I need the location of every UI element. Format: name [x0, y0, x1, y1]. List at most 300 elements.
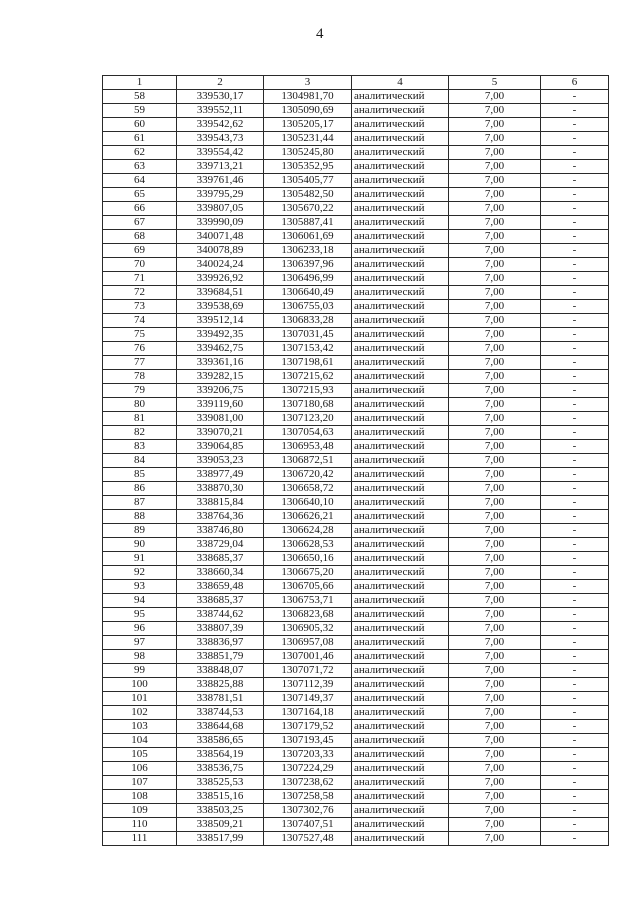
table-row	[103, 174, 609, 188]
column-header-accuracy: 5	[449, 76, 541, 90]
table-row	[103, 818, 609, 832]
point-number-cell: 67	[103, 216, 177, 230]
x-coordinate-cell: 340024,24	[177, 258, 264, 272]
accuracy-cell: 7,00	[449, 146, 541, 160]
reference-cell: -	[541, 636, 609, 650]
method-cell: аналитический	[352, 230, 449, 244]
method-cell: аналитический	[352, 482, 449, 496]
point-number-cell: 61	[103, 132, 177, 146]
y-coordinate-cell: 1305205,17	[264, 118, 352, 132]
reference-cell: -	[541, 188, 609, 202]
method-cell: аналитический	[352, 118, 449, 132]
accuracy-cell: 7,00	[449, 286, 541, 300]
y-coordinate-cell: 1306397,96	[264, 258, 352, 272]
method-cell: аналитический	[352, 286, 449, 300]
reference-cell: -	[541, 272, 609, 286]
reference-cell: -	[541, 692, 609, 706]
accuracy-cell: 7,00	[449, 118, 541, 132]
reference-cell: -	[541, 132, 609, 146]
accuracy-cell: 7,00	[449, 104, 541, 118]
reference-cell: -	[541, 202, 609, 216]
y-coordinate-cell: 1307180,68	[264, 398, 352, 412]
x-coordinate-cell: 338744,53	[177, 706, 264, 720]
point-number-cell: 95	[103, 608, 177, 622]
method-cell: аналитический	[352, 440, 449, 454]
y-coordinate-cell: 1307031,45	[264, 328, 352, 342]
reference-cell: -	[541, 496, 609, 510]
point-number-cell: 82	[103, 426, 177, 440]
reference-cell: -	[541, 524, 609, 538]
accuracy-cell: 7,00	[449, 566, 541, 580]
point-number-cell: 62	[103, 146, 177, 160]
table-row	[103, 468, 609, 482]
point-number-cell: 69	[103, 244, 177, 258]
method-cell: аналитический	[352, 300, 449, 314]
x-coordinate-cell: 339990,09	[177, 216, 264, 230]
table-row	[103, 272, 609, 286]
y-coordinate-cell: 1307302,76	[264, 804, 352, 818]
x-coordinate-cell: 338729,04	[177, 538, 264, 552]
y-coordinate-cell: 1306905,32	[264, 622, 352, 636]
accuracy-cell: 7,00	[449, 594, 541, 608]
table-row	[103, 104, 609, 118]
point-number-cell: 79	[103, 384, 177, 398]
reference-cell: -	[541, 314, 609, 328]
accuracy-cell: 7,00	[449, 720, 541, 734]
y-coordinate-cell: 1306496,99	[264, 272, 352, 286]
y-coordinate-cell: 1306823,68	[264, 608, 352, 622]
method-cell: аналитический	[352, 412, 449, 426]
reference-cell: -	[541, 160, 609, 174]
x-coordinate-cell: 338815,84	[177, 496, 264, 510]
table-row	[103, 622, 609, 636]
y-coordinate-cell: 1307149,37	[264, 692, 352, 706]
method-cell: аналитический	[352, 216, 449, 230]
reference-cell: -	[541, 300, 609, 314]
method-cell: аналитический	[352, 496, 449, 510]
reference-cell: -	[541, 650, 609, 664]
reference-cell: -	[541, 482, 609, 496]
method-cell: аналитический	[352, 580, 449, 594]
point-number-cell: 99	[103, 664, 177, 678]
accuracy-cell: 7,00	[449, 440, 541, 454]
x-coordinate-cell: 339795,29	[177, 188, 264, 202]
method-cell: аналитический	[352, 790, 449, 804]
reference-cell: -	[541, 706, 609, 720]
y-coordinate-cell: 1307179,52	[264, 720, 352, 734]
point-number-cell: 100	[103, 678, 177, 692]
table-row	[103, 566, 609, 580]
accuracy-cell: 7,00	[449, 412, 541, 426]
x-coordinate-cell: 338685,37	[177, 552, 264, 566]
accuracy-cell: 7,00	[449, 398, 541, 412]
x-coordinate-cell: 339554,42	[177, 146, 264, 160]
table-row	[103, 118, 609, 132]
y-coordinate-cell: 1307215,93	[264, 384, 352, 398]
accuracy-cell: 7,00	[449, 160, 541, 174]
accuracy-cell: 7,00	[449, 132, 541, 146]
x-coordinate-cell: 339530,17	[177, 90, 264, 104]
accuracy-cell: 7,00	[449, 608, 541, 622]
reference-cell: -	[541, 426, 609, 440]
table-row	[103, 328, 609, 342]
accuracy-cell: 7,00	[449, 216, 541, 230]
x-coordinate-cell: 338525,53	[177, 776, 264, 790]
reference-cell: -	[541, 664, 609, 678]
method-cell: аналитический	[352, 342, 449, 356]
table-row	[103, 384, 609, 398]
method-cell: аналитический	[352, 594, 449, 608]
y-coordinate-cell: 1306833,28	[264, 314, 352, 328]
table-row	[103, 398, 609, 412]
column-header-y: 3	[264, 76, 352, 90]
table-row	[103, 804, 609, 818]
table-row	[103, 482, 609, 496]
table-row	[103, 776, 609, 790]
accuracy-cell: 7,00	[449, 832, 541, 846]
x-coordinate-cell: 338536,75	[177, 762, 264, 776]
method-cell: аналитический	[352, 524, 449, 538]
y-coordinate-cell: 1307164,18	[264, 706, 352, 720]
point-number-cell: 76	[103, 342, 177, 356]
x-coordinate-cell: 339070,21	[177, 426, 264, 440]
y-coordinate-cell: 1306233,18	[264, 244, 352, 258]
y-coordinate-cell: 1307001,46	[264, 650, 352, 664]
table-row	[103, 454, 609, 468]
method-cell: аналитический	[352, 356, 449, 370]
method-cell: аналитический	[352, 328, 449, 342]
column-header-point-number: 1	[103, 76, 177, 90]
method-cell: аналитический	[352, 454, 449, 468]
method-cell: аналитический	[352, 692, 449, 706]
table-row	[103, 286, 609, 300]
x-coordinate-cell: 339538,69	[177, 300, 264, 314]
table-row	[103, 734, 609, 748]
x-coordinate-cell: 339512,14	[177, 314, 264, 328]
point-number-cell: 101	[103, 692, 177, 706]
reference-cell: -	[541, 818, 609, 832]
x-coordinate-cell: 338977,49	[177, 468, 264, 482]
accuracy-cell: 7,00	[449, 454, 541, 468]
x-coordinate-cell: 338517,99	[177, 832, 264, 846]
column-header-method: 4	[352, 76, 449, 90]
accuracy-cell: 7,00	[449, 230, 541, 244]
x-coordinate-cell: 338586,65	[177, 734, 264, 748]
x-coordinate-cell: 339492,35	[177, 328, 264, 342]
x-coordinate-cell: 339064,85	[177, 440, 264, 454]
method-cell: аналитический	[352, 664, 449, 678]
y-coordinate-cell: 1306640,10	[264, 496, 352, 510]
table-row	[103, 650, 609, 664]
point-number-cell: 77	[103, 356, 177, 370]
y-coordinate-cell: 1307198,61	[264, 356, 352, 370]
table-row	[103, 160, 609, 174]
y-coordinate-cell: 1304981,70	[264, 90, 352, 104]
method-cell: аналитический	[352, 720, 449, 734]
method-cell: аналитический	[352, 734, 449, 748]
x-coordinate-cell: 339206,75	[177, 384, 264, 398]
reference-cell: -	[541, 216, 609, 230]
x-coordinate-cell: 339053,23	[177, 454, 264, 468]
reference-cell: -	[541, 720, 609, 734]
table-row	[103, 608, 609, 622]
x-coordinate-cell: 338807,39	[177, 622, 264, 636]
y-coordinate-cell: 1307054,63	[264, 426, 352, 440]
point-number-cell: 105	[103, 748, 177, 762]
table-row	[103, 790, 609, 804]
accuracy-cell: 7,00	[449, 244, 541, 258]
x-coordinate-cell: 339542,62	[177, 118, 264, 132]
x-coordinate-cell: 338851,79	[177, 650, 264, 664]
x-coordinate-cell: 338764,36	[177, 510, 264, 524]
method-cell: аналитический	[352, 818, 449, 832]
accuracy-cell: 7,00	[449, 272, 541, 286]
x-coordinate-cell: 338685,37	[177, 594, 264, 608]
reference-cell: -	[541, 832, 609, 846]
method-cell: аналитический	[352, 370, 449, 384]
table-row	[103, 552, 609, 566]
method-cell: аналитический	[352, 706, 449, 720]
coordinates-table	[102, 75, 609, 846]
method-cell: аналитический	[352, 384, 449, 398]
column-header-reference: 6	[541, 76, 609, 90]
point-number-cell: 78	[103, 370, 177, 384]
x-coordinate-cell: 339713,21	[177, 160, 264, 174]
method-cell: аналитический	[352, 398, 449, 412]
y-coordinate-cell: 1306061,69	[264, 230, 352, 244]
point-number-cell: 66	[103, 202, 177, 216]
table-row	[103, 90, 609, 104]
method-cell: аналитический	[352, 650, 449, 664]
method-cell: аналитический	[352, 174, 449, 188]
point-number-cell: 71	[103, 272, 177, 286]
y-coordinate-cell: 1305887,41	[264, 216, 352, 230]
x-coordinate-cell: 338781,51	[177, 692, 264, 706]
point-number-cell: 74	[103, 314, 177, 328]
y-coordinate-cell: 1307193,45	[264, 734, 352, 748]
method-cell: аналитический	[352, 622, 449, 636]
reference-cell: -	[541, 286, 609, 300]
y-coordinate-cell: 1306705,66	[264, 580, 352, 594]
method-cell: аналитический	[352, 90, 449, 104]
reference-cell: -	[541, 258, 609, 272]
y-coordinate-cell: 1307153,42	[264, 342, 352, 356]
x-coordinate-cell: 339081,00	[177, 412, 264, 426]
x-coordinate-cell: 338660,34	[177, 566, 264, 580]
x-coordinate-cell: 338836,97	[177, 636, 264, 650]
x-coordinate-cell: 339552,11	[177, 104, 264, 118]
reference-cell: -	[541, 454, 609, 468]
table-row	[103, 692, 609, 706]
accuracy-cell: 7,00	[449, 818, 541, 832]
accuracy-cell: 7,00	[449, 664, 541, 678]
point-number-cell: 80	[103, 398, 177, 412]
y-coordinate-cell: 1305231,44	[264, 132, 352, 146]
x-coordinate-cell: 339361,16	[177, 356, 264, 370]
y-coordinate-cell: 1307258,58	[264, 790, 352, 804]
reference-cell: -	[541, 510, 609, 524]
y-coordinate-cell: 1305090,69	[264, 104, 352, 118]
point-number-cell: 104	[103, 734, 177, 748]
table-row	[103, 188, 609, 202]
table-row	[103, 664, 609, 678]
method-cell: аналитический	[352, 566, 449, 580]
accuracy-cell: 7,00	[449, 258, 541, 272]
reference-cell: -	[541, 762, 609, 776]
accuracy-cell: 7,00	[449, 356, 541, 370]
accuracy-cell: 7,00	[449, 790, 541, 804]
page-number: 4	[316, 26, 324, 42]
reference-cell: -	[541, 594, 609, 608]
y-coordinate-cell: 1305352,95	[264, 160, 352, 174]
x-coordinate-cell: 338848,07	[177, 664, 264, 678]
point-number-cell: 111	[103, 832, 177, 846]
accuracy-cell: 7,00	[449, 426, 541, 440]
point-number-cell: 103	[103, 720, 177, 734]
accuracy-cell: 7,00	[449, 342, 541, 356]
point-number-cell: 110	[103, 818, 177, 832]
point-number-cell: 64	[103, 174, 177, 188]
x-coordinate-cell: 339119,60	[177, 398, 264, 412]
x-coordinate-cell: 338564,19	[177, 748, 264, 762]
accuracy-cell: 7,00	[449, 706, 541, 720]
reference-cell: -	[541, 734, 609, 748]
table-header	[103, 76, 609, 90]
method-cell: аналитический	[352, 468, 449, 482]
table-row	[103, 720, 609, 734]
y-coordinate-cell: 1307238,62	[264, 776, 352, 790]
accuracy-cell: 7,00	[449, 734, 541, 748]
accuracy-cell: 7,00	[449, 468, 541, 482]
method-cell: аналитический	[352, 678, 449, 692]
point-number-cell: 102	[103, 706, 177, 720]
x-coordinate-cell: 340078,89	[177, 244, 264, 258]
point-number-cell: 72	[103, 286, 177, 300]
accuracy-cell: 7,00	[449, 328, 541, 342]
point-number-cell: 108	[103, 790, 177, 804]
accuracy-cell: 7,00	[449, 174, 541, 188]
reference-cell: -	[541, 398, 609, 412]
method-cell: аналитический	[352, 314, 449, 328]
accuracy-cell: 7,00	[449, 552, 541, 566]
table-row	[103, 370, 609, 384]
accuracy-cell: 7,00	[449, 90, 541, 104]
y-coordinate-cell: 1306720,42	[264, 468, 352, 482]
table-row	[103, 538, 609, 552]
table-row	[103, 342, 609, 356]
accuracy-cell: 7,00	[449, 510, 541, 524]
table-row	[103, 594, 609, 608]
accuracy-cell: 7,00	[449, 678, 541, 692]
table-row	[103, 300, 609, 314]
point-number-cell: 97	[103, 636, 177, 650]
method-cell: аналитический	[352, 748, 449, 762]
point-number-cell: 106	[103, 762, 177, 776]
table-row	[103, 356, 609, 370]
accuracy-cell: 7,00	[449, 776, 541, 790]
point-number-cell: 58	[103, 90, 177, 104]
table-row	[103, 580, 609, 594]
y-coordinate-cell: 1307224,29	[264, 762, 352, 776]
x-coordinate-cell: 339761,46	[177, 174, 264, 188]
point-number-cell: 84	[103, 454, 177, 468]
y-coordinate-cell: 1306953,48	[264, 440, 352, 454]
x-coordinate-cell: 338659,48	[177, 580, 264, 594]
y-coordinate-cell: 1307123,20	[264, 412, 352, 426]
y-coordinate-cell: 1307407,51	[264, 818, 352, 832]
table-row	[103, 426, 609, 440]
x-coordinate-cell: 339807,05	[177, 202, 264, 216]
x-coordinate-cell: 339282,15	[177, 370, 264, 384]
table-row	[103, 832, 609, 846]
point-number-cell: 91	[103, 552, 177, 566]
table-row	[103, 258, 609, 272]
point-number-cell: 83	[103, 440, 177, 454]
method-cell: аналитический	[352, 804, 449, 818]
reference-cell: -	[541, 384, 609, 398]
x-coordinate-cell: 338644,68	[177, 720, 264, 734]
y-coordinate-cell: 1306626,21	[264, 510, 352, 524]
y-coordinate-cell: 1305245,80	[264, 146, 352, 160]
reference-cell: -	[541, 580, 609, 594]
point-number-cell: 90	[103, 538, 177, 552]
reference-cell: -	[541, 244, 609, 258]
reference-cell: -	[541, 678, 609, 692]
table-row	[103, 202, 609, 216]
y-coordinate-cell: 1305405,77	[264, 174, 352, 188]
x-coordinate-cell: 339462,75	[177, 342, 264, 356]
y-coordinate-cell: 1307071,72	[264, 664, 352, 678]
reference-cell: -	[541, 90, 609, 104]
reference-cell: -	[541, 118, 609, 132]
reference-cell: -	[541, 146, 609, 160]
y-coordinate-cell: 1305482,50	[264, 188, 352, 202]
method-cell: аналитический	[352, 104, 449, 118]
accuracy-cell: 7,00	[449, 748, 541, 762]
accuracy-cell: 7,00	[449, 496, 541, 510]
accuracy-cell: 7,00	[449, 538, 541, 552]
point-number-cell: 68	[103, 230, 177, 244]
reference-cell: -	[541, 538, 609, 552]
y-coordinate-cell: 1307215,62	[264, 370, 352, 384]
reference-cell: -	[541, 468, 609, 482]
method-cell: аналитический	[352, 636, 449, 650]
table-row	[103, 678, 609, 692]
table-body	[103, 90, 609, 846]
point-number-cell: 87	[103, 496, 177, 510]
accuracy-cell: 7,00	[449, 524, 541, 538]
method-cell: аналитический	[352, 160, 449, 174]
point-number-cell: 85	[103, 468, 177, 482]
reference-cell: -	[541, 104, 609, 118]
reference-cell: -	[541, 356, 609, 370]
x-coordinate-cell: 340071,48	[177, 230, 264, 244]
point-number-cell: 65	[103, 188, 177, 202]
table-row	[103, 524, 609, 538]
point-number-cell: 88	[103, 510, 177, 524]
accuracy-cell: 7,00	[449, 580, 541, 594]
point-number-cell: 59	[103, 104, 177, 118]
point-number-cell: 63	[103, 160, 177, 174]
table-row	[103, 510, 609, 524]
y-coordinate-cell: 1307527,48	[264, 832, 352, 846]
x-coordinate-cell: 338870,30	[177, 482, 264, 496]
point-number-cell: 94	[103, 594, 177, 608]
method-cell: аналитический	[352, 272, 449, 286]
accuracy-cell: 7,00	[449, 692, 541, 706]
y-coordinate-cell: 1306640,49	[264, 286, 352, 300]
reference-cell: -	[541, 622, 609, 636]
